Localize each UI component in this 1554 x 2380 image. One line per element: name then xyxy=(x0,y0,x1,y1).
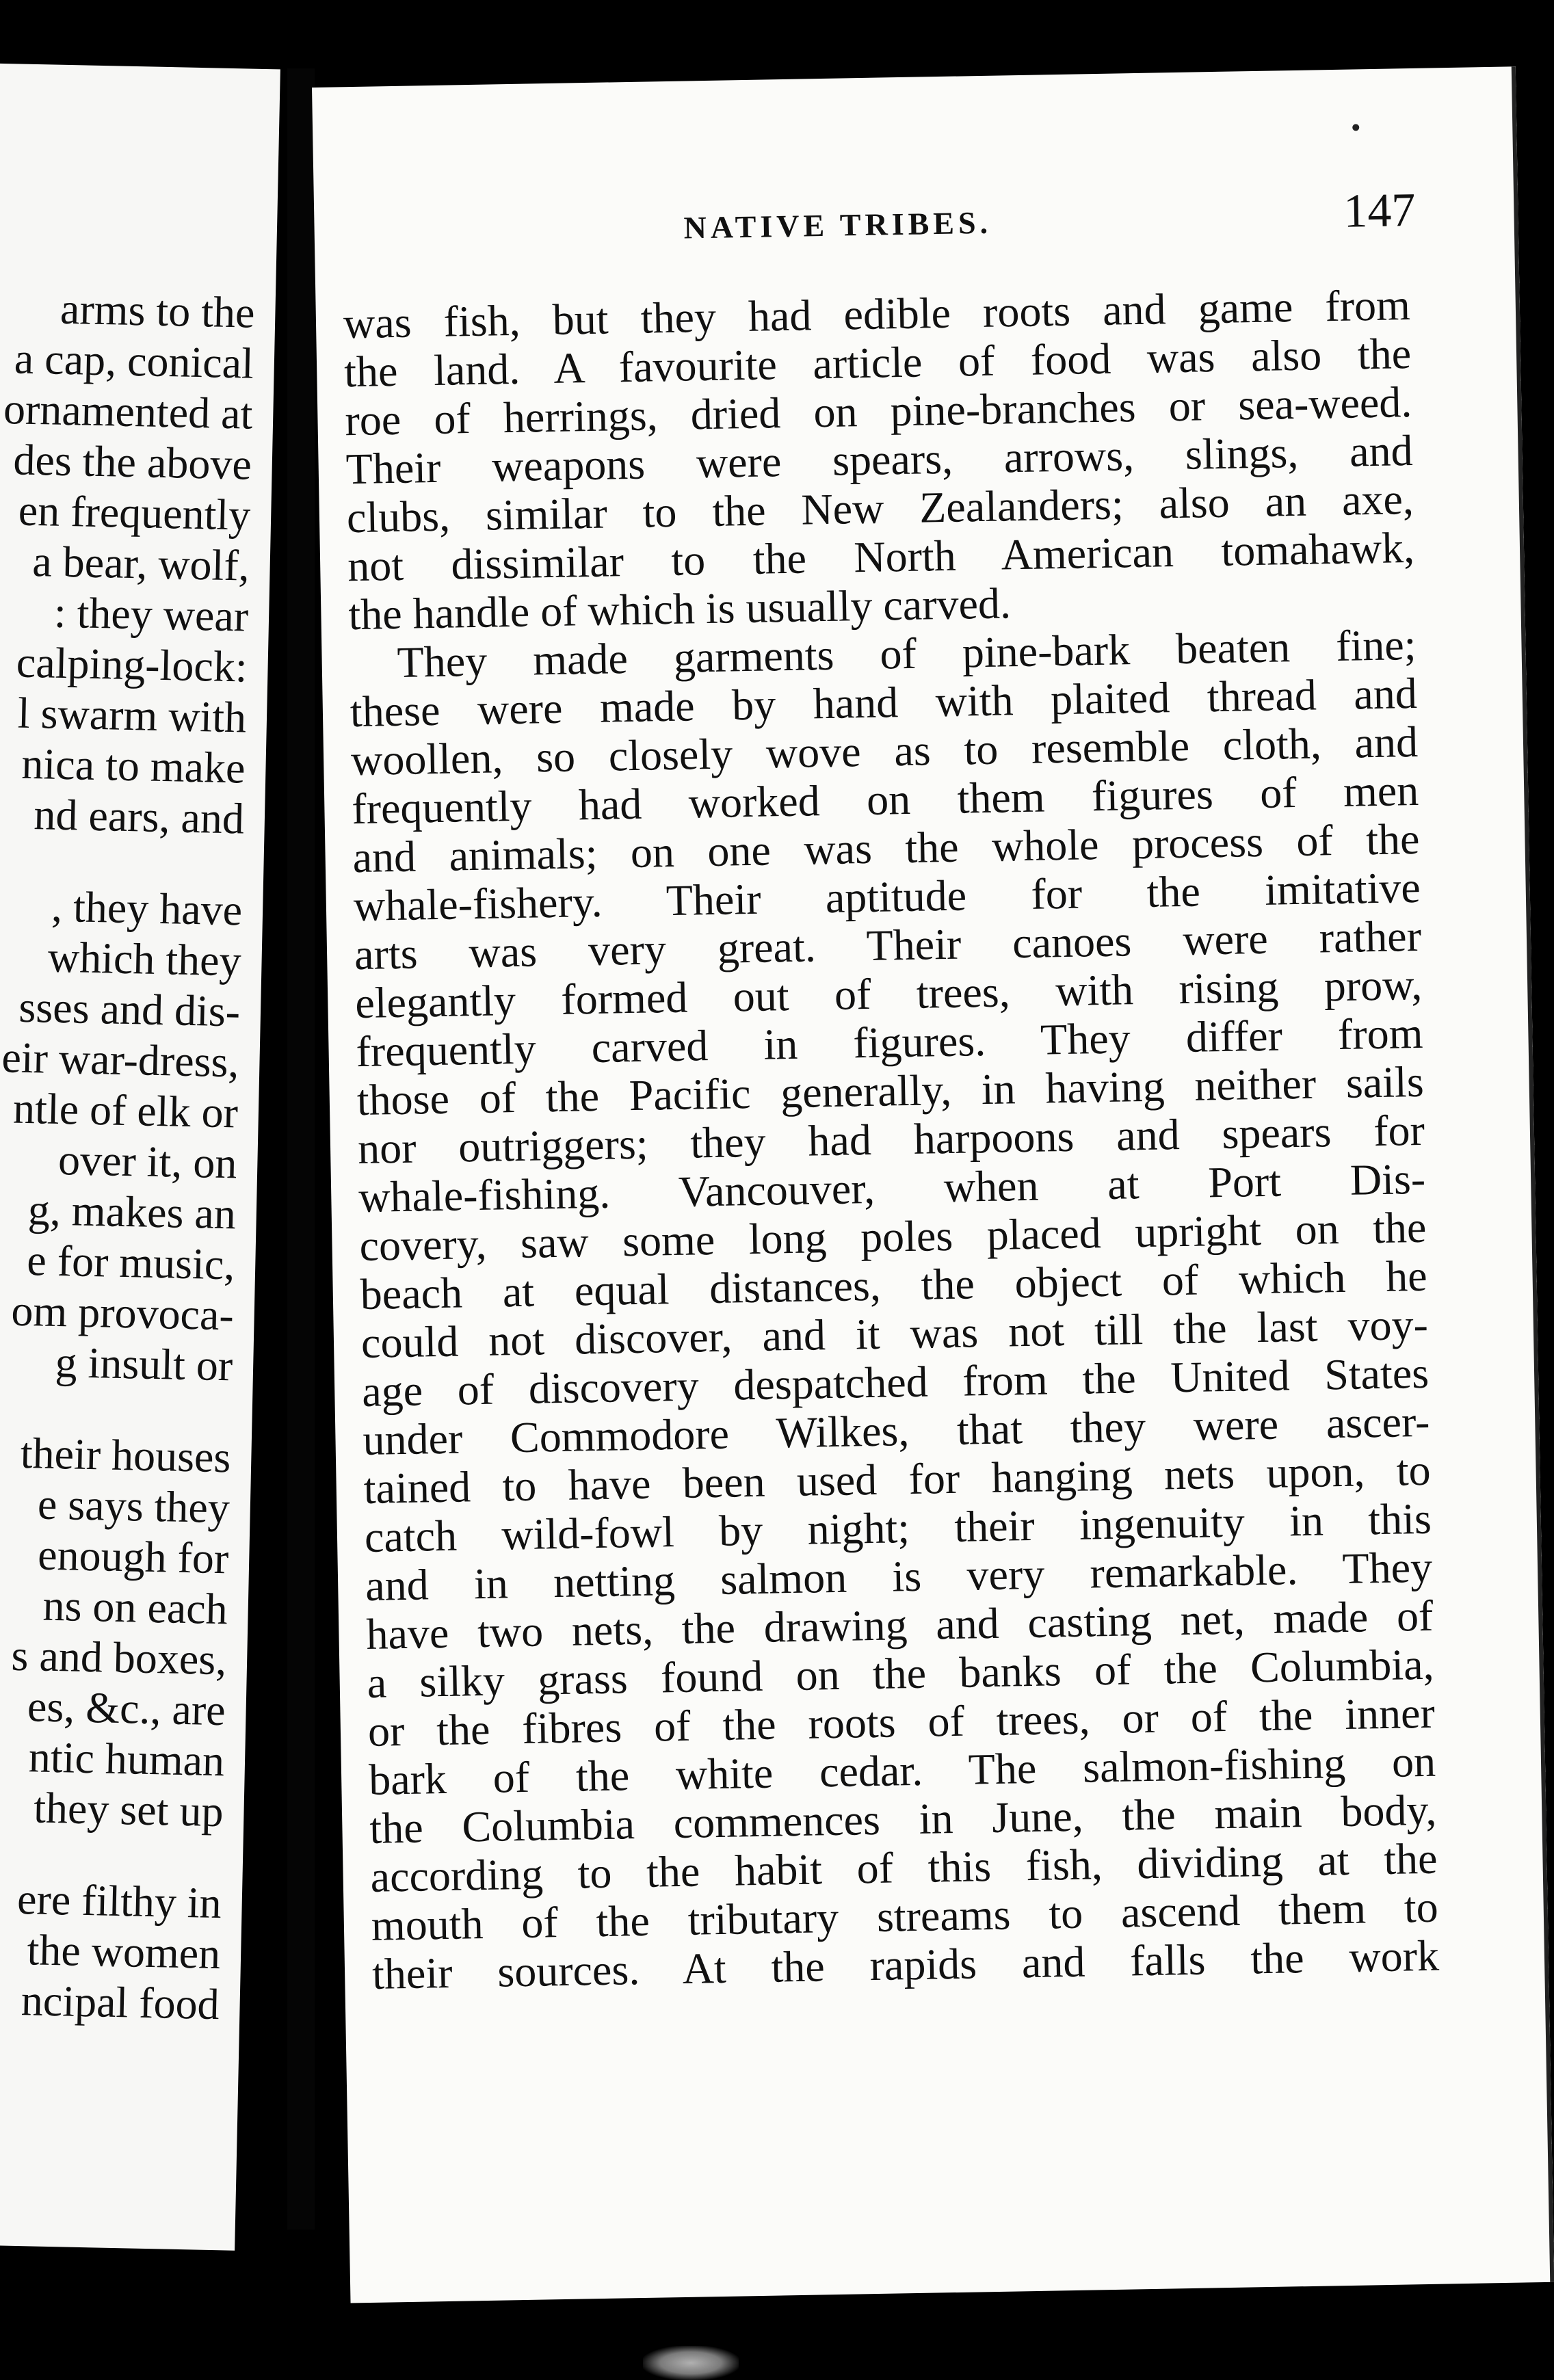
left-line: g, makes an xyxy=(27,1185,237,1239)
left-line: en frequently xyxy=(18,486,251,540)
running-head: NATIVE TRIBES. xyxy=(683,204,992,246)
left-line: nd ears, and xyxy=(33,790,245,843)
text-line: Their weapons were spears, arrows, slings, and xyxy=(345,425,1414,494)
left-line: arms to the xyxy=(60,284,256,337)
left-line: ncipal food xyxy=(21,1976,220,2029)
text-line: their sources. At the rapids and falls the work xyxy=(371,1931,1440,1998)
text-line: covery, saw some long poles placed upright on the xyxy=(358,1202,1427,1271)
text-line: not dissimilar to the North American tomahawk, xyxy=(347,523,1415,591)
left-page-text xyxy=(0,279,255,2030)
text-line: woollen, so closely wove as to resemble cloth, and xyxy=(350,717,1419,785)
page-header xyxy=(314,183,1518,271)
text-line: the handle of which is usually carved. xyxy=(347,579,1012,639)
left-line: : they wear xyxy=(53,587,249,641)
text-line: or the fibres of the roots of trees, or of the inner xyxy=(367,1688,1436,1756)
text-line: mouth of the tributary streams to ascend them to xyxy=(371,1882,1439,1950)
text-line: frequently carved in figures. They differ from xyxy=(355,1008,1423,1076)
right-page xyxy=(312,66,1554,2303)
text-line: tained to have been used for hanging nets upon, to xyxy=(363,1445,1432,1513)
text-line: arts was very great. Their canoes were rather xyxy=(354,911,1422,979)
left-line: a bear, wolf, xyxy=(31,536,250,590)
left-line: a cap, conical xyxy=(14,334,254,388)
left-line: des the above xyxy=(12,435,252,489)
page-number: 147 xyxy=(1343,183,1417,238)
text-line: roe of herrings, dried on pine-branches or sea-weed. xyxy=(344,378,1412,445)
left-line: s and boxes, xyxy=(10,1630,227,1684)
text-line: these were made by hand with plaited thread and xyxy=(350,668,1418,737)
text-line: was fish, but they had edible roots and game from xyxy=(343,280,1411,348)
left-line: enough for xyxy=(37,1530,230,1583)
left-line: e says they xyxy=(37,1479,231,1533)
text-line: a silky grass found on the banks of the Columbia, xyxy=(367,1639,1435,1707)
text-line: beach at equal distances, the object of which he xyxy=(360,1251,1428,1319)
text-line: clubs, similar to the New Zealanders; also an axe, xyxy=(346,474,1414,542)
text-line: those of the Pacific generally, in having neither sails xyxy=(356,1057,1425,1125)
left-line: om provoca- xyxy=(10,1286,235,1340)
text-line: according to the habit of this fish, dividing at the xyxy=(370,1834,1438,1901)
left-line: sses and dis- xyxy=(18,982,241,1036)
left-line: l swarm with xyxy=(17,688,247,742)
left-line: ntic human xyxy=(28,1732,225,1786)
text-line: under Commodore Wilkes, that they were ascer- xyxy=(362,1397,1430,1464)
left-line: their houses xyxy=(20,1428,232,1482)
page-speck xyxy=(1352,124,1359,131)
text-line: whale-fishery. Their aptitude for the imitative xyxy=(353,862,1421,931)
text-line: and animals; on one was the whole process of the xyxy=(352,814,1421,882)
left-line: g insult or xyxy=(54,1337,233,1390)
text-line: could not discover, and it was not till the last voy- xyxy=(360,1299,1429,1368)
left-line: eir war-dress, xyxy=(1,1033,240,1087)
text-line: and in netting salmon is very remarkable. They xyxy=(365,1542,1433,1610)
left-line: over it, on xyxy=(57,1135,238,1188)
text-line: elegantly formed out of trees, with rising prow, xyxy=(354,960,1423,1028)
left-line: , they have xyxy=(51,882,243,935)
library-stamp-mark xyxy=(643,2346,739,2380)
text-line: whale-fishing. Vancouver, when at Port Dis- xyxy=(358,1154,1426,1222)
left-line: ere filthy in xyxy=(16,1874,222,1928)
text-line: bark of the white cedar. The salmon-fishing on xyxy=(368,1736,1436,1804)
left-line: ns on each xyxy=(42,1581,228,1634)
body-text xyxy=(343,280,1439,1998)
text-line: catch wild-fowl by night; their ingenuity in this xyxy=(364,1494,1432,1561)
left-line: ornamented at xyxy=(3,384,254,438)
text-line: nor outriggers; they had harpoons and spears for xyxy=(357,1105,1425,1174)
text-line: the Columbia commences in June, the main body, xyxy=(369,1785,1437,1853)
text-line: the land. A favourite article of food was also the xyxy=(343,329,1412,397)
left-line: nica to make xyxy=(21,739,246,793)
left-line: they set up xyxy=(33,1783,224,1836)
left-line: calping-lock: xyxy=(16,637,248,691)
left-line: which they xyxy=(47,932,242,986)
book-gutter xyxy=(287,68,315,2230)
left-page xyxy=(0,63,280,2251)
text-line: have two nets, the drawing and casting net, made of xyxy=(365,1591,1434,1658)
left-line: es, &c., are xyxy=(27,1682,226,1735)
text-line: frequently had worked on them figures of men xyxy=(351,765,1419,834)
text-line: They made garments of pine-bark beaten fine; xyxy=(397,620,1417,687)
text-line: age of discovery despatched from the United States xyxy=(361,1348,1430,1416)
left-line: e for music, xyxy=(26,1236,236,1289)
left-line: ntle of elk or xyxy=(12,1083,239,1137)
left-line: the women xyxy=(26,1925,221,1979)
